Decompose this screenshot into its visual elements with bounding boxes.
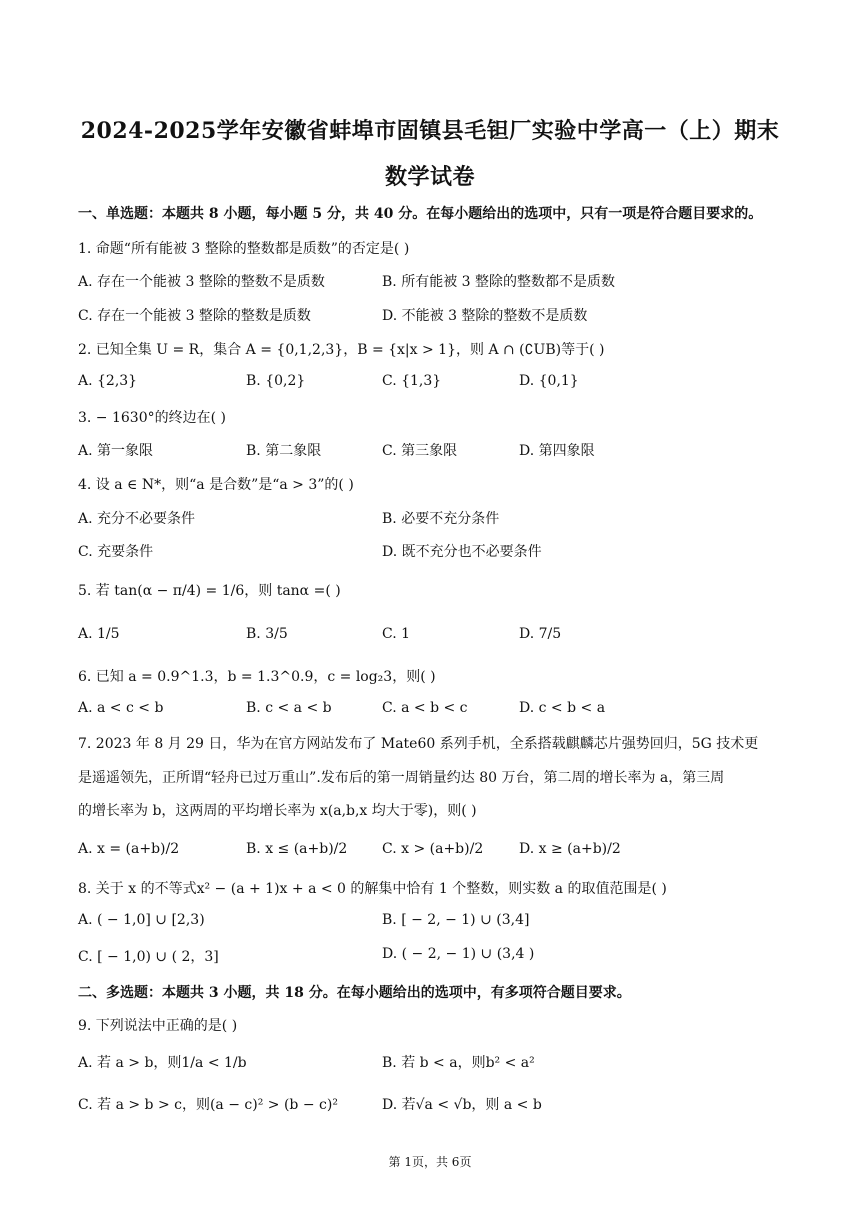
question-8-option-b: B. [ − 2, − 1) ∪ (3,4] [382,912,530,928]
exam-title-line2: 数学试卷 [384,164,475,190]
question-1-option-d: D. 不能被 3 整除的整数不是质数 [382,308,588,324]
question-5-option-c: C. 1 [382,626,411,642]
question-1-option-b: B. 所有能被 3 整除的整数都不是质数 [382,274,615,290]
question-1-option-a: A. 存在一个能被 3 整除的整数不是质数 [78,274,325,290]
question-6-option-d: D. c < b < a [519,700,606,716]
section-1-heading: 一、单选题：本题共 8 小题，每小题 5 分，共 40 分。在每小题给出的选项中，只有一项是符合题目要求的。 [78,206,763,222]
question-6-stem: 6. 已知 a = 0.9^1.3，b = 1.3^0.9，c = log₂3，则( ) [78,669,436,685]
question-4-option-a: A. 充分不必要条件 [78,511,196,527]
page-footer: 第 1页，共 6页 [388,1155,472,1169]
question-8-stem: 8. 关于 x 的不等式x² − (a + 1)x + a < 0 的解集中恰有 1 个整数，则实数 a 的取值范围是( ) [78,881,667,897]
question-1-stem: 1. 命题“所有能被 3 整除的整数都是质数”的否定是( ) [78,241,410,257]
question-9-stem: 9. 下列说法中正确的是( ) [78,1018,238,1034]
exam-title-line1: 2024-2025学年安徽省蚌埠市固镇县毛钽厂实验中学高一（上）期末 [80,118,780,144]
question-4-option-d: D. 既不充分也不必要条件 [382,544,542,560]
question-2-option-c: C. {1,3} [382,373,442,389]
question-9-option-b: B. 若 b < a，则b² < a² [382,1055,535,1071]
question-5-stem: 5. 若 tan(α − π/4) = 1/6，则 tanα =( ) [78,583,341,599]
question-7-option-a: A. x = (a+b)/2 [78,841,180,857]
question-1-option-c: C. 存在一个能被 3 整除的整数是质数 [78,308,311,324]
question-5-option-b: B. 3/5 [246,626,288,642]
question-7-stem-line3: 的增长率为 b，这两周的平均增长率为 x(a,b,x 均大于零)，则( ) [78,803,477,819]
question-6-option-b: B. c < a < b [246,700,332,716]
question-6-option-a: A. a < c < b [78,700,164,716]
question-4-stem: 4. 设 a ∈ N*，则“a 是合数”是“a > 3”的( ) [78,477,354,493]
question-7-option-b: B. x ≤ (a+b)/2 [246,841,348,857]
question-2-option-a: A. {2,3} [78,373,138,389]
question-8-option-a: A. ( − 1,0] ∪ [2,3) [78,912,205,928]
question-9-option-a: A. 若 a > b，则1/a < 1/b [78,1055,247,1071]
question-3-option-d: D. 第四象限 [519,443,595,459]
question-3-option-b: B. 第二象限 [246,443,322,459]
question-9-option-d: D. 若√a < √b，则 a < b [382,1097,542,1113]
question-7-stem-line2: 是遥遥领先，正所谓“轻舟已过万重山”.发布后的第一周销量约达 80 万台，第二周的增长率为 a，第三周 [78,770,725,786]
question-6-option-c: C. a < b < c [382,700,468,716]
question-3-option-c: C. 第三象限 [382,443,458,459]
question-4-option-c: C. 充要条件 [78,544,154,560]
question-2-option-d: D. {0,1} [519,373,579,389]
question-7-option-c: C. x > (a+b)/2 [382,841,484,857]
question-2-option-b: B. {0,2} [246,373,306,389]
question-8-option-c: C. [ − 1,0) ∪ ( 2，3] [78,949,219,965]
question-3-option-a: A. 第一象限 [78,443,154,459]
question-7-stem-line1: 7. 2023 年 8 月 29 日，华为在官方网站发布了 Mate60 系列手机，全系搭载麒麟芯片强势回归，5G 技术更 [78,736,759,752]
section-2-heading: 二、多选题：本题共 3 小题，共 18 分。在每小题给出的选项中，有多项符合题目要求。 [78,985,631,1001]
question-8-option-d: D. ( − 2, − 1) ∪ (3,4 ) [382,946,535,962]
question-9-option-c: C. 若 a > b > c，则(a − c)² > (b − c)² [78,1097,338,1113]
question-7-option-d: D. x ≥ (a+b)/2 [519,841,621,857]
question-5-option-a: A. 1/5 [78,626,120,642]
question-4-option-b: B. 必要不充分条件 [382,511,500,527]
question-2-stem: 2. 已知全集 U = R，集合 A = {0,1,2,3}，B = {x|x > 1}，则 A ∩ (∁UB)等于( ) [78,342,605,358]
question-5-option-d: D. 7/5 [519,626,562,642]
question-3-stem: 3. − 1630°的终边在( ) [78,410,226,426]
